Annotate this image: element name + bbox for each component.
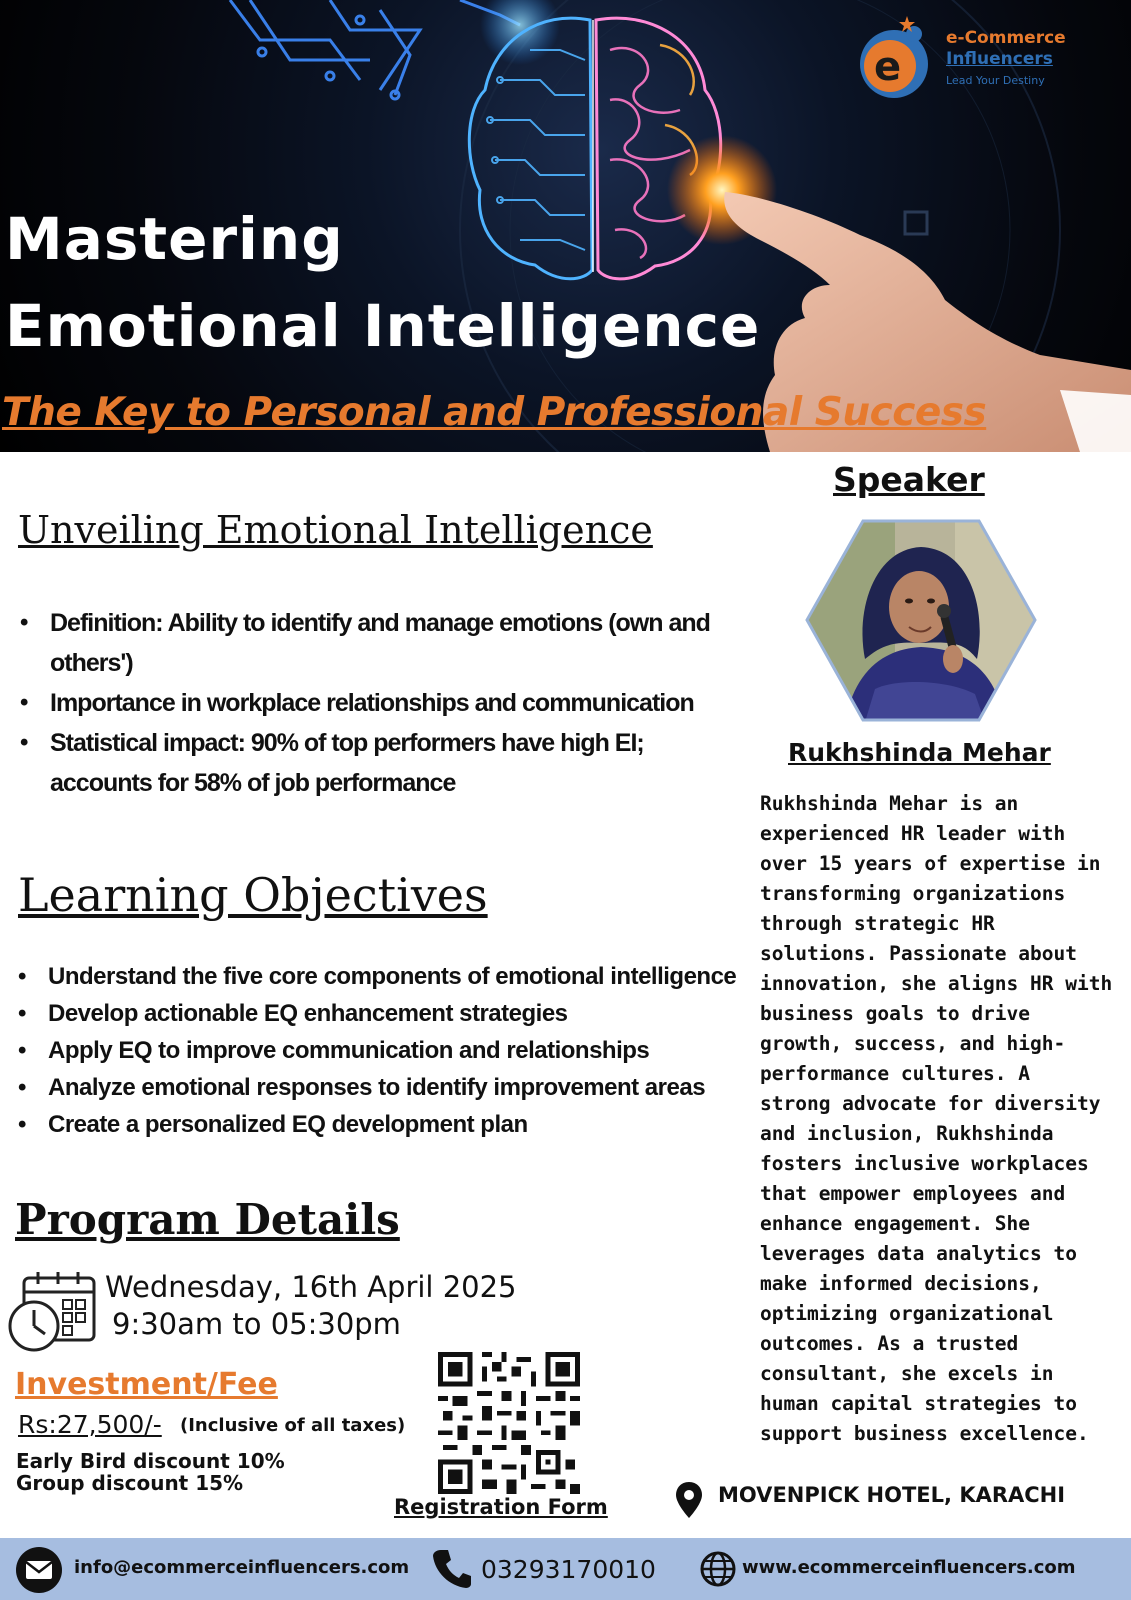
logo-tagline: Lead Your Destiny (946, 74, 1045, 87)
list-item: • Develop actionable EQ enhancement strategies (18, 995, 738, 1032)
logo-line-2: Influencers (946, 49, 1053, 69)
venue: MOVENPICK HOTEL, KARACHI (718, 1483, 1066, 1507)
footer-bar (0, 1538, 1131, 1600)
unveiling-heading: Unveiling Emotional Intelligence (18, 508, 653, 552)
objectives-heading: Learning Objectives (18, 868, 488, 922)
group-discount: Group discount 15% (16, 1471, 244, 1495)
list-item: • Apply EQ to improve communication and relationships (18, 1032, 738, 1069)
footer-email[interactable]: info@ecommerceinfluencers.com (74, 1557, 410, 1578)
program-date: Wednesday, 16th April 2025 (105, 1270, 517, 1304)
footer-website[interactable]: www.ecommerceinfluencers.com (742, 1557, 1076, 1578)
early-bird-discount: Early Bird discount 10% (16, 1449, 285, 1473)
speaker-name: Rukhshinda Mehar (788, 738, 1051, 767)
list-item: • Create a personalized EQ development plan (18, 1106, 738, 1143)
list-item: • Importance in workplace relationships and communication (20, 683, 720, 723)
phone-icon (433, 1548, 471, 1588)
fee-heading: Investment/Fee (15, 1367, 278, 1402)
svg-text:e: e (874, 44, 902, 90)
globe-icon (700, 1549, 736, 1589)
program-time: 9:30am to 05:30pm (112, 1307, 401, 1341)
location-pin-icon (676, 1482, 702, 1518)
list-item: • Definition: Ability to identify and manage emotions (own and others') (20, 603, 720, 683)
objectives-list (18, 958, 738, 1143)
fee-note: (Inclusive of all taxes) (180, 1415, 406, 1436)
footer-phone[interactable]: 03293170010 (481, 1555, 656, 1584)
registration-form-link[interactable]: Registration Form (394, 1495, 608, 1519)
list-item: • Understand the five core components of emotional intelligence (18, 958, 738, 995)
speaker-photo (805, 519, 1037, 722)
speaker-heading: Speaker (833, 460, 985, 499)
title-line-2: Emotional Intelligence (5, 292, 761, 360)
unveiling-list (20, 603, 720, 803)
fee-price: Rs:27,500/- (18, 1410, 162, 1439)
calendar-clock-icon (8, 1270, 98, 1352)
speaker-bio: Rukhshinda Mehar is an experienced HR leader with over 15 years of expertise in transforming organizations through strategic HR solutions. Passionate about innovation, she aligns HR with business goals to drive growth, success, and high- performance cultures. A strong advocate for diversity and inclusion, Rukhshinda fosters inclusive workplaces that empower employees and enhance engagement. She leverages data analytics to make informed decisions, optimizing organizational outcomes. As a trusted consultant, she excels in human capital strategies to support business excellence. (760, 792, 1113, 1445)
hero-banner (0, 0, 1131, 452)
logo-line-1: e-Commerce (946, 28, 1066, 48)
list-item: • Analyze emotional responses to identify improvement areas (18, 1069, 738, 1106)
brand-logo (852, 14, 1092, 104)
program-heading: Program Details (15, 1195, 400, 1244)
subtitle: The Key to Personal and Professional Success (2, 390, 987, 435)
mail-icon (14, 1546, 64, 1594)
logo-icon (852, 14, 942, 104)
title-line-1: Mastering (5, 205, 344, 273)
qr-code-icon[interactable] (438, 1352, 580, 1494)
list-item: • Statistical impact: 90% of top performers have high EI; accounts for 58% of job performance (20, 723, 720, 803)
